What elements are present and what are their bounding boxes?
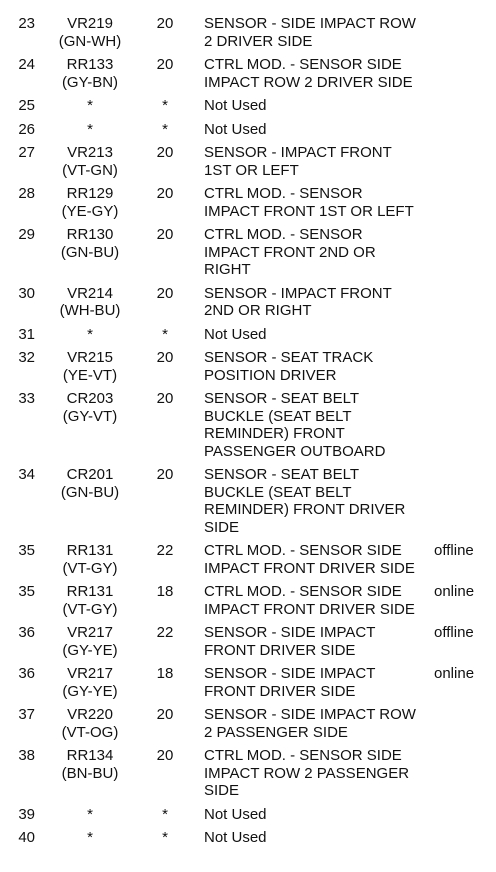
wire-color: (WH-BU) [59,302,121,319]
circuit-name: VR220 [67,706,113,723]
description-line: SENSOR - IMPACT FRONT [204,284,392,302]
description-line: CTRL MOD. - SENSOR [204,226,363,243]
wire-color: (VT-GN) [62,161,118,179]
function-description [204,56,439,91]
description-line: IMPACT ROW 2 PASSENGER [204,764,410,782]
description-line: CTRL MOD. - SENSOR SIDE [204,583,402,600]
description-line: IMPACT FRONT DRIVER SIDE [204,600,415,618]
circuit-name: * [87,120,93,138]
circuit-cell [40,226,140,261]
description-line: Not Used [204,120,267,138]
wire-color: (GN-WH) [58,32,122,50]
circuit-name: CR201 [66,466,114,483]
description-line: SIDE [204,782,240,799]
function-description [204,97,439,115]
pin-number: 36 [18,624,35,641]
wire-color: (BN-BU) [61,764,119,782]
table-row [0,121,496,145]
circuit-cell [40,390,140,425]
circuit-cell [40,144,140,179]
circuit-name: VR217 [67,665,113,682]
table-row [0,56,496,97]
function-description [204,706,439,741]
table-row [0,97,496,121]
pin-number: 35 [18,583,35,600]
description-line: IMPACT FRONT 1ST OR LEFT [204,202,414,220]
function-description [204,583,439,618]
pin-number: 28 [18,185,35,202]
wire-gauge: 20 [156,226,174,243]
table-row [0,466,496,542]
description-line: SENSOR - SIDE IMPACT [204,624,376,641]
table-row [0,706,496,747]
wire-gauge: * [162,120,168,138]
description-line: SENSOR - IMPACT FRONT [204,144,392,161]
pin-number: 40 [18,829,35,846]
circuit-cell [40,583,140,618]
description-line: Not Used [204,97,267,114]
wire-gauge: 22 [156,624,174,641]
wire-gauge: 20 [156,284,174,302]
table-row [0,390,496,466]
description-line: REMINDER) FRONT DRIVER [204,501,406,518]
wire-gauge: * [162,97,168,114]
wire-gauge: 20 [156,144,174,161]
circuit-name: * [87,805,93,823]
circuit-name: * [87,325,93,343]
description-line: CTRL MOD. - SENSOR [204,185,363,202]
circuit-cell [40,665,140,700]
function-description [204,665,439,700]
description-line: CTRL MOD. - SENSOR SIDE [204,747,402,764]
circuit-name: VR217 [67,624,113,641]
circuit-cell [40,349,140,384]
circuit-cell [40,624,140,659]
function-description [204,144,439,179]
circuit-cell [40,121,140,139]
circuit-name: VR214 [67,284,113,302]
table-row [0,285,496,326]
description-line: BUCKLE (SEAT BELT [204,407,352,425]
wire-color: (VT-OG) [61,723,119,741]
pin-number: 29 [18,226,35,243]
table-row [0,185,496,226]
description-line: IMPACT ROW 2 DRIVER SIDE [204,73,413,91]
function-description [204,226,439,279]
pin-number: 25 [18,97,35,114]
network-note: offline [434,542,474,559]
table-row [0,326,496,350]
function-description [204,390,439,460]
description-line: FRONT DRIVER SIDE [204,682,356,700]
circuit-cell [40,15,140,50]
description-line: SENSOR - SEAT BELT [204,390,360,407]
wire-color: (GY-VT) [62,407,118,425]
function-description [204,285,439,320]
description-line: IMPACT FRONT 2ND OR [204,243,376,261]
pin-number: 37 [18,706,35,723]
description-line: SENSOR - SIDE IMPACT ROW [204,706,416,723]
circuit-name: RR131 [66,583,114,600]
wire-color: (YE-VT) [62,366,118,384]
circuit-cell [40,56,140,91]
wire-gauge: 20 [156,15,174,32]
pin-number: 23 [18,15,35,32]
description-line: CTRL MOD. - SENSOR SIDE [204,56,402,73]
wire-gauge: 20 [156,185,174,202]
description-line: 2ND OR RIGHT [204,302,312,319]
network-note: online [434,583,475,600]
function-description [204,624,439,659]
pin-number: 26 [18,120,35,138]
circuit-name: RR134 [66,747,114,764]
function-description [204,829,439,847]
wire-color: (GY-BN) [61,73,119,91]
circuit-name: RR131 [66,542,114,559]
wire-gauge: 20 [156,56,174,73]
wire-color: (GY-YE) [62,682,118,700]
pin-number: 33 [18,390,35,407]
circuit-name: RR130 [66,226,114,243]
circuit-name: VR215 [67,349,113,366]
table-row [0,806,496,830]
wire-gauge: 20 [156,747,174,764]
description-line: PASSENGER OUTBOARD [204,442,386,460]
function-description [204,185,439,220]
wire-color: (GY-YE) [62,641,118,659]
wire-color: (VT-GY) [62,600,118,618]
function-description [204,466,439,536]
circuit-cell [40,285,140,320]
function-description [204,349,439,384]
circuit-name: CR203 [66,390,114,407]
wire-gauge: 18 [156,583,174,600]
description-line: 2 DRIVER SIDE [204,32,313,50]
wire-gauge: * [162,325,168,343]
circuit-cell [40,542,140,577]
wire-gauge: * [162,805,168,823]
wire-gauge: * [162,829,168,846]
table-row [0,542,496,583]
description-line: 1ST OR LEFT [204,161,299,179]
circuit-name: * [87,829,93,846]
description-line: CTRL MOD. - SENSOR SIDE [204,542,402,559]
table-row [0,15,496,56]
wire-gauge: 22 [156,542,174,559]
pin-number: 27 [18,144,35,161]
description-line: REMINDER) FRONT [204,425,345,442]
circuit-name: VR219 [67,15,113,32]
function-description [204,747,439,800]
wire-gauge: 20 [156,349,174,366]
circuit-cell [40,747,140,782]
table-row [0,747,496,806]
table-row [0,144,496,185]
circuit-cell [40,466,140,501]
function-description [204,121,439,139]
function-description [204,15,439,50]
pin-number: 24 [18,56,35,73]
circuit-name: RR129 [66,185,114,202]
pin-number: 39 [18,805,35,823]
circuit-name: VR213 [67,144,113,161]
wire-color: (GN-BU) [60,483,120,501]
circuit-name: RR133 [66,56,114,73]
table-row [0,583,496,624]
network-note: offline [434,624,474,641]
description-line: Not Used [204,325,267,343]
description-line: BUCKLE (SEAT BELT [204,483,352,501]
description-line: SENSOR - SEAT BELT [204,466,360,483]
circuit-cell [40,829,140,847]
pin-number: 34 [18,466,35,483]
circuit-cell [40,97,140,115]
description-line: IMPACT FRONT DRIVER SIDE [204,559,415,577]
table-row [0,226,496,285]
table-row [0,624,496,665]
description-line: Not Used [204,805,267,823]
wire-gauge: 18 [156,665,174,682]
description-line: Not Used [204,829,267,846]
description-line: RIGHT [204,261,251,278]
description-line: SENSOR - SIDE IMPACT [204,665,376,682]
table-row [0,349,496,390]
table-row [0,829,496,853]
pin-number: 36 [18,665,35,682]
wire-color: (GN-BU) [60,243,120,261]
pin-number: 31 [18,325,35,343]
function-description [204,542,439,577]
pin-number: 30 [18,284,35,302]
circuit-name: * [87,97,93,114]
description-line: POSITION DRIVER [204,366,337,384]
function-description [204,326,439,344]
circuit-cell [40,706,140,741]
function-description [204,806,439,824]
pin-number: 32 [18,349,35,366]
wire-gauge: 20 [156,706,174,723]
table-row [0,665,496,706]
description-line: SENSOR - SEAT TRACK [204,349,374,366]
wire-gauge: 20 [156,466,174,483]
description-line: SENSOR - SIDE IMPACT ROW [204,15,416,32]
description-line: FRONT DRIVER SIDE [204,641,356,659]
circuit-cell [40,326,140,344]
description-line: 2 PASSENGER SIDE [204,723,348,741]
circuit-cell [40,806,140,824]
wire-gauge: 20 [156,390,174,407]
wire-color: (VT-GY) [62,559,118,577]
circuit-cell [40,185,140,220]
description-line: SIDE [204,518,240,536]
network-note: online [434,665,475,682]
pin-number: 38 [18,747,35,764]
wire-color: (YE-GY) [61,202,119,220]
pin-number: 35 [18,542,35,559]
